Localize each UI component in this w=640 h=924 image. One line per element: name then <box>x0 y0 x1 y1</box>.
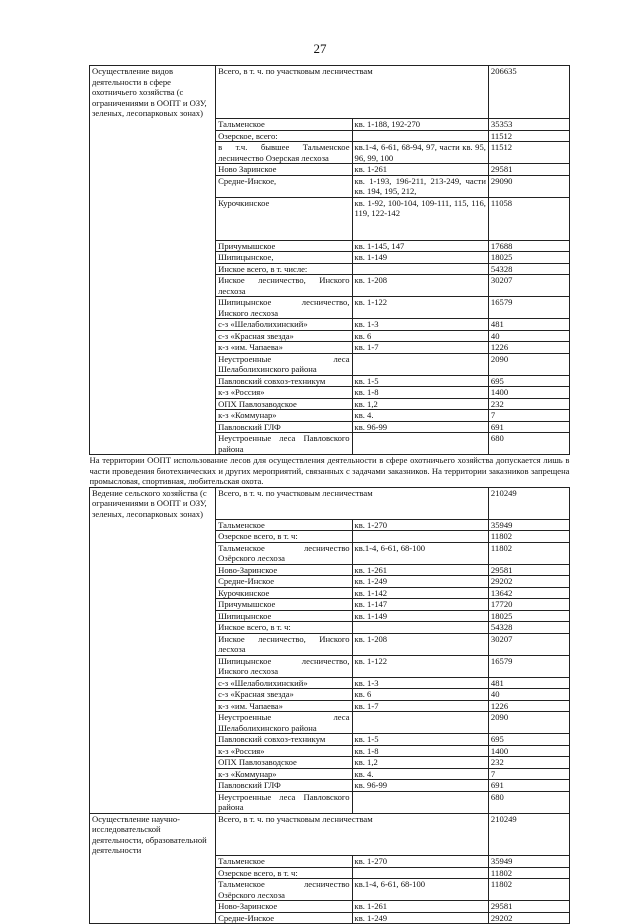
forestry-name-cell: Средне-Инское, <box>216 175 352 197</box>
activity-cell <box>90 164 216 176</box>
forestry-name-cell: Шипицынское <box>216 610 352 622</box>
area-cell: 210249 <box>488 487 569 519</box>
activity-cell <box>90 263 216 275</box>
area-cell: 40 <box>488 689 569 701</box>
table-row <box>90 677 570 689</box>
area-cell: 210249 <box>488 813 569 856</box>
activity-cell <box>90 576 216 588</box>
activity-cell <box>90 375 216 387</box>
area-cell: 29090 <box>488 175 569 197</box>
forestry-name-cell: Неустроенные леса Шелаболихинского района <box>216 353 352 375</box>
forestry-name-cell: с-з «Красная звезда» <box>216 689 352 701</box>
activity-cell <box>90 689 216 701</box>
table-row <box>90 745 570 757</box>
table-row <box>90 197 570 240</box>
activity-cell: Осуществление видов деятельности в сфере охотничьего хозяйства (с ограничениями в ООПТ и ОЗУ, зеленых, лесопарковых зонах) <box>90 66 216 119</box>
area-cell: 16579 <box>488 297 569 319</box>
forestry-name-cell: Ново-Заринское <box>216 564 352 576</box>
table-row <box>90 780 570 792</box>
forestry-name-cell: Шипицынское лесничество, Инского лесхоза <box>216 297 352 319</box>
activity-cell <box>90 912 216 924</box>
quarters-cell: кв. 6 <box>352 689 488 701</box>
quarters-cell: кв. 6 <box>352 330 488 342</box>
table-row <box>90 576 570 588</box>
area-cell: 17688 <box>488 240 569 252</box>
quarters-cell: кв.1-4, 6-61, 68-94, 97, части кв. 95, 96, 99, 100 <box>352 142 488 164</box>
table-row <box>90 813 570 856</box>
forestry-name-cell: Курочкинское <box>216 197 352 240</box>
area-cell: 695 <box>488 734 569 746</box>
activity-cell <box>90 757 216 769</box>
area-cell: 206635 <box>488 66 569 119</box>
activity-cell <box>90 768 216 780</box>
activity-cell <box>90 319 216 331</box>
activity-cell <box>90 142 216 164</box>
quarters-cell <box>352 531 488 543</box>
quarters-cell: кв. 1-7 <box>352 700 488 712</box>
table-row <box>90 655 570 677</box>
forestry-name-cell: Курочкинское <box>216 587 352 599</box>
activity-cell <box>90 175 216 197</box>
area-cell: 7 <box>488 768 569 780</box>
activity-cell <box>90 130 216 142</box>
table-row <box>90 712 570 734</box>
quarters-cell: кв. 1-261 <box>352 164 488 176</box>
activity-cell <box>90 901 216 913</box>
area-cell: 35949 <box>488 856 569 868</box>
forestry-name-cell: в т.ч. бывшее Тальменское лесничество Озерская лесхоза <box>216 142 352 164</box>
activity-cell <box>90 330 216 342</box>
forestry-name-cell: Всего, в т. ч. по участковым лесничествам <box>216 813 489 856</box>
forestry-name-cell: Озерское всего, в т. ч: <box>216 867 352 879</box>
quarters-cell: кв. 1-188, 192-270 <box>352 119 488 131</box>
quarters-cell: кв. 1-208 <box>352 275 488 297</box>
activity-cell <box>90 353 216 375</box>
table-row <box>90 622 570 634</box>
table-row <box>90 901 570 913</box>
table-row <box>90 599 570 611</box>
table-row <box>90 119 570 131</box>
quarters-cell: кв. 1-122 <box>352 297 488 319</box>
table-row <box>90 164 570 176</box>
area-cell: 7 <box>488 410 569 422</box>
forestry-name-cell: Неустроенные леса Павловского района <box>216 433 352 455</box>
area-cell: 29202 <box>488 912 569 924</box>
quarters-cell: кв.1-4, 6-61, 68-100 <box>352 879 488 901</box>
table-row <box>90 542 570 564</box>
activity-cell <box>90 119 216 131</box>
activity-cell <box>90 542 216 564</box>
activity-cell <box>90 342 216 354</box>
forestry-name-cell: Инское лесничество, Инского лесхоза <box>216 633 352 655</box>
quarters-cell: кв. 1-142 <box>352 587 488 599</box>
area-cell: 29202 <box>488 576 569 588</box>
area-cell: 40 <box>488 330 569 342</box>
area-cell: 2090 <box>488 712 569 734</box>
activity-cell <box>90 599 216 611</box>
forestry-name-cell: Неустроенные леса Павловского района <box>216 791 352 813</box>
table-row <box>90 867 570 879</box>
forestry-name-cell: к-з «им. Чапаева» <box>216 700 352 712</box>
activity-cell <box>90 712 216 734</box>
area-cell: 17720 <box>488 599 569 611</box>
activity-cell <box>90 387 216 399</box>
table-row <box>90 142 570 164</box>
activity-cell: Осуществление научно-исследовательской деятельности, образовательной деятельности <box>90 813 216 856</box>
area-cell: 691 <box>488 780 569 792</box>
activity-cell <box>90 677 216 689</box>
activity-cell <box>90 421 216 433</box>
forestry-name-cell: Ново-Заринское <box>216 901 352 913</box>
area-cell: 18025 <box>488 252 569 264</box>
forestry-name-cell: Всего, в т. ч. по участковым лесничествам <box>216 487 489 519</box>
table-row <box>90 912 570 924</box>
forestry-name-cell: Неустроенные леса Шелаболихинского района <box>216 712 352 734</box>
note-row <box>90 455 570 488</box>
table-row <box>90 757 570 769</box>
forestry-name-cell: Шипицынское лесничество, Инского лесхоза <box>216 655 352 677</box>
table-row <box>90 487 570 519</box>
area-cell: 232 <box>488 757 569 769</box>
activity-cell <box>90 398 216 410</box>
quarters-cell <box>352 791 488 813</box>
quarters-cell: кв. 1-122 <box>352 655 488 677</box>
table-row <box>90 564 570 576</box>
table-row <box>90 398 570 410</box>
forestry-name-cell: Тальменское <box>216 856 352 868</box>
activity-cell <box>90 240 216 252</box>
forestry-name-cell: Озерское всего, в т. ч: <box>216 531 352 543</box>
quarters-cell: кв. 1-145, 147 <box>352 240 488 252</box>
table-row <box>90 275 570 297</box>
forestry-name-cell: Всего, в т. ч. по участковым лесничествам <box>216 66 489 119</box>
quarters-cell: кв. 1-270 <box>352 856 488 868</box>
forestry-name-cell: с-з «Красная звезда» <box>216 330 352 342</box>
area-cell: 680 <box>488 791 569 813</box>
table-row <box>90 330 570 342</box>
area-cell: 11802 <box>488 542 569 564</box>
quarters-cell: кв. 1-3 <box>352 319 488 331</box>
area-cell: 54328 <box>488 263 569 275</box>
quarters-cell: кв. 4. <box>352 410 488 422</box>
area-cell: 1400 <box>488 387 569 399</box>
area-cell: 54328 <box>488 622 569 634</box>
quarters-cell: кв. 1-8 <box>352 745 488 757</box>
table-row <box>90 856 570 868</box>
table-row <box>90 130 570 142</box>
quarters-cell: кв. 1-149 <box>352 610 488 622</box>
forestry-name-cell: к-з «Коммунар» <box>216 768 352 780</box>
forestry-name-cell: Средне-Инское <box>216 576 352 588</box>
table-row <box>90 879 570 901</box>
forestry-name-cell: Тальменское <box>216 119 352 131</box>
quarters-cell <box>352 712 488 734</box>
activity-cell <box>90 252 216 264</box>
page-number: 27 <box>313 41 327 56</box>
quarters-cell <box>352 867 488 879</box>
table-row <box>90 66 570 119</box>
table-row <box>90 387 570 399</box>
area-cell: 29581 <box>488 901 569 913</box>
quarters-cell: кв. 1-249 <box>352 576 488 588</box>
activity-cell <box>90 587 216 599</box>
table-row <box>90 734 570 746</box>
forestry-name-cell: Причумышское <box>216 240 352 252</box>
activity-cell <box>90 297 216 319</box>
activity-cell <box>90 197 216 240</box>
area-cell: 29581 <box>488 164 569 176</box>
area-cell: 2090 <box>488 353 569 375</box>
activity-cell <box>90 780 216 792</box>
quarters-cell: кв. 1-261 <box>352 564 488 576</box>
area-cell: 481 <box>488 677 569 689</box>
forestry-name-cell: Павловский совхоз-техникум <box>216 734 352 746</box>
table-row <box>90 633 570 655</box>
activity-cell <box>90 633 216 655</box>
activity-cell <box>90 531 216 543</box>
quarters-cell: кв. 1-7 <box>352 342 488 354</box>
table-row <box>90 353 570 375</box>
quarters-cell <box>352 433 488 455</box>
table-row <box>90 689 570 701</box>
table-row <box>90 375 570 387</box>
forestry-name-cell: Павловский ГЛФ <box>216 421 352 433</box>
forestry-name-cell: Шипицынское, <box>216 252 352 264</box>
table-row <box>90 587 570 599</box>
quarters-cell: кв. 1,2 <box>352 398 488 410</box>
table-row <box>90 175 570 197</box>
table-row <box>90 768 570 780</box>
table-row <box>90 319 570 331</box>
activity-cell <box>90 856 216 868</box>
table-row <box>90 297 570 319</box>
forestry-name-cell: Тальменское лесничество Озёрского лесхоза <box>216 542 352 564</box>
table-row <box>90 263 570 275</box>
quarters-cell: кв. 1-5 <box>352 734 488 746</box>
area-cell: 11058 <box>488 197 569 240</box>
table-row <box>90 519 570 531</box>
quarters-cell: кв. 1-92, 100-104, 109-111, 115, 116, 119, 122-142 <box>352 197 488 240</box>
area-cell: 16579 <box>488 655 569 677</box>
table-row <box>90 700 570 712</box>
area-cell: 232 <box>488 398 569 410</box>
forestry-name-cell: Павловский совхоз-техникум <box>216 375 352 387</box>
forestry-name-cell: Инское всего, в т. числе: <box>216 263 352 275</box>
quarters-cell: кв. 1-270 <box>352 519 488 531</box>
activity-cell: Ведение сельского хозяйства (с ограничениями в ООПТ и ОЗУ, зеленых, лесопарковых зонах) <box>90 487 216 519</box>
activity-cell <box>90 622 216 634</box>
area-cell: 1226 <box>488 342 569 354</box>
area-cell: 30207 <box>488 275 569 297</box>
quarters-cell: кв. 1-261 <box>352 901 488 913</box>
forestry-name-cell: к-з «Россия» <box>216 387 352 399</box>
area-cell: 11802 <box>488 867 569 879</box>
table-row <box>90 252 570 264</box>
table-row <box>90 610 570 622</box>
table-row <box>90 433 570 455</box>
quarters-cell: кв. 1-208 <box>352 633 488 655</box>
quarters-cell <box>352 353 488 375</box>
area-cell: 13642 <box>488 587 569 599</box>
activity-cell <box>90 700 216 712</box>
forestry-name-cell: Причумышское <box>216 599 352 611</box>
area-cell: 35949 <box>488 519 569 531</box>
quarters-cell <box>352 263 488 275</box>
table-row <box>90 531 570 543</box>
area-cell: 11512 <box>488 142 569 164</box>
area-cell: 680 <box>488 433 569 455</box>
quarters-cell: кв. 1-249 <box>352 912 488 924</box>
area-cell: 11802 <box>488 531 569 543</box>
quarters-cell: кв. 1,2 <box>352 757 488 769</box>
area-cell: 30207 <box>488 633 569 655</box>
forestry-name-cell: к-з «им. Чапаева» <box>216 342 352 354</box>
quarters-cell: кв.1-4, 6-61, 68-100 <box>352 542 488 564</box>
area-cell: 695 <box>488 375 569 387</box>
quarters-cell: кв. 1-3 <box>352 677 488 689</box>
area-cell: 29581 <box>488 564 569 576</box>
forestry-name-cell: Средне-Инское <box>216 912 352 924</box>
activity-cell <box>90 433 216 455</box>
area-cell: 11512 <box>488 130 569 142</box>
table-row <box>90 240 570 252</box>
quarters-cell: кв. 1-8 <box>352 387 488 399</box>
quarters-cell: кв. 1-147 <box>352 599 488 611</box>
forest-usage-table <box>89 65 570 924</box>
area-cell: 1226 <box>488 700 569 712</box>
forestry-name-cell: ОПХ Павлозаводское <box>216 398 352 410</box>
table-row <box>90 791 570 813</box>
quarters-cell: кв. 1-149 <box>352 252 488 264</box>
activity-cell <box>90 745 216 757</box>
quarters-cell: кв. 4. <box>352 768 488 780</box>
forestry-name-cell: Озерское, всего: <box>216 130 352 142</box>
forestry-name-cell: Инское лесничество, Инского лесхоза <box>216 275 352 297</box>
activity-cell <box>90 564 216 576</box>
area-cell: 18025 <box>488 610 569 622</box>
forestry-name-cell: Тальменское <box>216 519 352 531</box>
forestry-name-cell: к-з «Россия» <box>216 745 352 757</box>
quarters-cell: кв. 96-99 <box>352 780 488 792</box>
forestry-name-cell: ОПХ Павлозаводское <box>216 757 352 769</box>
forestry-name-cell: с-з «Шелаболихинский» <box>216 319 352 331</box>
activity-cell <box>90 879 216 901</box>
area-cell: 481 <box>488 319 569 331</box>
quarters-cell: кв. 1-5 <box>352 375 488 387</box>
area-cell: 35353 <box>488 119 569 131</box>
quarters-cell <box>352 130 488 142</box>
activity-cell <box>90 655 216 677</box>
table-row <box>90 410 570 422</box>
hunting-note: На территории ООПТ использование лесов для осуществления деятельности в сфере охотничьего хозяйства допускается лишь в части проведения биотехнических и других мероприятий, связанных с задачами заказников. На территории заказников запрещена промысловая, спортивная, любительская охота. <box>89 455 570 486</box>
quarters-cell <box>352 622 488 634</box>
forestry-name-cell: с-з «Шелаболихинский» <box>216 677 352 689</box>
quarters-cell: кв. 1-193, 196-211, 213-249, части кв. 194, 195, 212, <box>352 175 488 197</box>
activity-cell <box>90 519 216 531</box>
forestry-name-cell: Ново Заринское <box>216 164 352 176</box>
forestry-name-cell: Тальменское лесничество Озёрского лесхоза <box>216 879 352 901</box>
area-cell: 1400 <box>488 745 569 757</box>
activity-cell <box>90 275 216 297</box>
forestry-name-cell: Инское всего, в т. ч: <box>216 622 352 634</box>
forestry-name-cell: Павловский ГЛФ <box>216 780 352 792</box>
quarters-cell: кв. 96-99 <box>352 421 488 433</box>
activity-cell <box>90 734 216 746</box>
table-row <box>90 342 570 354</box>
forestry-name-cell: к-з «Коммунар» <box>216 410 352 422</box>
area-cell: 691 <box>488 421 569 433</box>
activity-cell <box>90 410 216 422</box>
activity-cell <box>90 867 216 879</box>
activity-cell <box>90 791 216 813</box>
activity-cell <box>90 610 216 622</box>
area-cell: 11802 <box>488 879 569 901</box>
table-row <box>90 421 570 433</box>
